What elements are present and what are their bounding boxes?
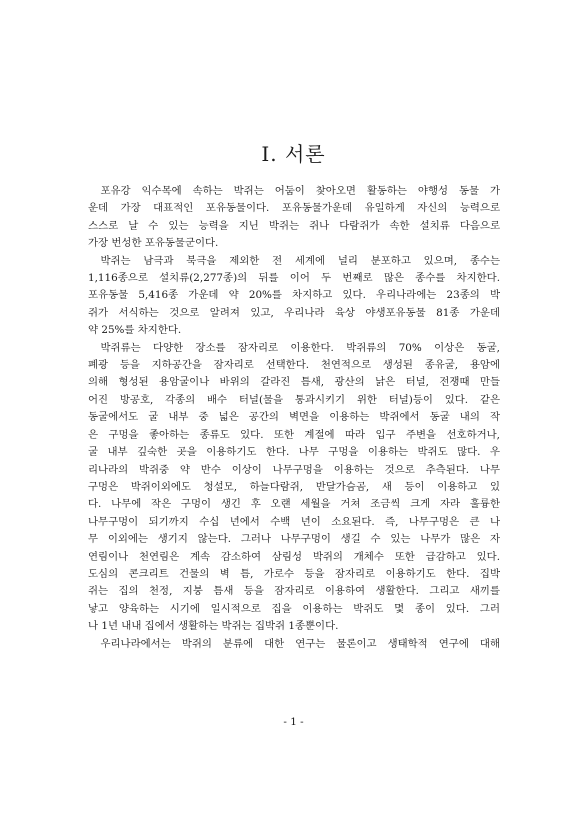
paragraph-line: 리나라의 박쥐중 약 반수 이상이 나무구멍을 이용하는 것으로 추측된다. 나무 bbox=[88, 463, 500, 476]
paragraph-line: 다. 나무에 작은 구멍이 생긴 후 오랜 세월을 거쳐 조금씩 크게 자라 훌륭한 bbox=[88, 498, 500, 511]
paragraph-line: 의해 형성된 용암굴이나 바위의 갈라진 틈새, 광산의 낡은 터널, 전쟁때 만들 bbox=[88, 376, 500, 389]
paragraph-line: 나 1년 내내 집에서 생활하는 박쥐는 집박쥐 1종뿐이다. bbox=[88, 620, 339, 633]
paragraph-line: 폐광 등을 지하공간을 잠자리로 선택한다. 천연적으로 생성된 종유굴, 용암에 bbox=[88, 359, 500, 372]
paragraph-line: 스스로 날 수 있는 능력을 지닌 박쥐는 쥐나 다람쥐가 속한 설치류 다음으로 bbox=[88, 219, 500, 232]
paragraph-line: 연림이나 천연림은 계속 감소하여 삼림성 박쥐의 개체수 또한 급감하고 있다. bbox=[88, 550, 500, 563]
paragraph-line: 도심의 콘크리트 건물의 벽 틈, 가로수 등을 잠자리로 이용하기도 한다. 집박 bbox=[88, 567, 500, 580]
paragraph-line: 1,116종으로 설치류(2,277종)의 뒤를 이어 두 번째로 많은 종수를 차지한다. bbox=[88, 272, 500, 285]
paragraph-line: 동굴에서도 굴 내부 중 넓은 공간의 벽면을 이용하는 박쥐에서 동굴 내의 작 bbox=[88, 411, 500, 424]
paragraph-line: 나무구멍이 되기까지 수십 년에서 수백 년이 소요된다. 즉, 나무구멍은 큰 나 bbox=[88, 515, 500, 528]
paragraph-line: 박쥐는 남극과 북극을 제외한 전 세계에 널리 분포하고 있으며, 종수는 bbox=[100, 254, 500, 267]
page-number: - 1 - bbox=[283, 716, 304, 728]
paragraph-line: 운데 가장 대표적인 포유동물이다. 포유동물가운데 유일하게 자신의 능력으로 bbox=[88, 202, 500, 215]
paragraph-line: 포유강 익수목에 속하는 박쥐는 어둠이 찾아오면 활동하는 야행성 동물 가 bbox=[100, 185, 500, 197]
body-text bbox=[88, 183, 500, 653]
paragraph-line: 굴 내부 깊숙한 곳을 이용하기도 한다. 나무 구멍을 이용하는 박쥐도 많다. 우 bbox=[88, 446, 500, 459]
paragraph-line: 어진 방공호, 각종의 배수 터널(물을 통과시키기 위한 터널)등이 있다. 같은 bbox=[88, 393, 500, 406]
paragraph-line: 우리나라에서는 박쥐의 분류에 대한 연구는 물론이고 생태학적 연구에 대해 bbox=[100, 637, 500, 650]
paragraph-line: 박쥐류는 다양한 장소를 잠자리로 이용한다. 박쥐류의 70% 이상은 동굴, bbox=[100, 341, 500, 354]
paragraph-line: 쥐는 집의 천정, 지붕 틈새 등을 잠자리로 이용하여 생활한다. 그리고 새끼를 bbox=[88, 585, 500, 598]
paragraph-line: 낳고 양육하는 시기에 일시적으로 집을 이용하는 박쥐도 몇 종이 있다. 그러 bbox=[88, 602, 500, 615]
paragraph-line: 약 25%를 차지한다. bbox=[88, 324, 182, 337]
paragraph-line: 포유동물 5,416종 가운데 약 20%를 차지하고 있다. 우리나라에는 23종의 박 bbox=[88, 289, 500, 302]
section-title: Ⅰ. 서론 bbox=[261, 142, 326, 166]
paragraph-line: 가장 번성한 포유동물군이다. bbox=[88, 237, 219, 250]
paragraph-line: 무 이외에는 생기지 않는다. 그러나 나무구멍이 생길 수 있는 나무가 많은 자 bbox=[88, 533, 500, 546]
paragraph-line: 구멍은 박쥐이외에도 청설모, 하늘다람쥐, 반달가슴곰, 새 등이 이용하고 있 bbox=[88, 480, 500, 493]
paragraph-line: 쥐가 서식하는 것으로 알려져 있고, 우리나라 육상 야생포유동물 81종 가운데 bbox=[88, 306, 500, 319]
paragraph-line: 은 구멍을 좋아하는 종류도 있다. 또한 계절에 따라 입구 주변을 선호하거나, bbox=[88, 428, 500, 441]
